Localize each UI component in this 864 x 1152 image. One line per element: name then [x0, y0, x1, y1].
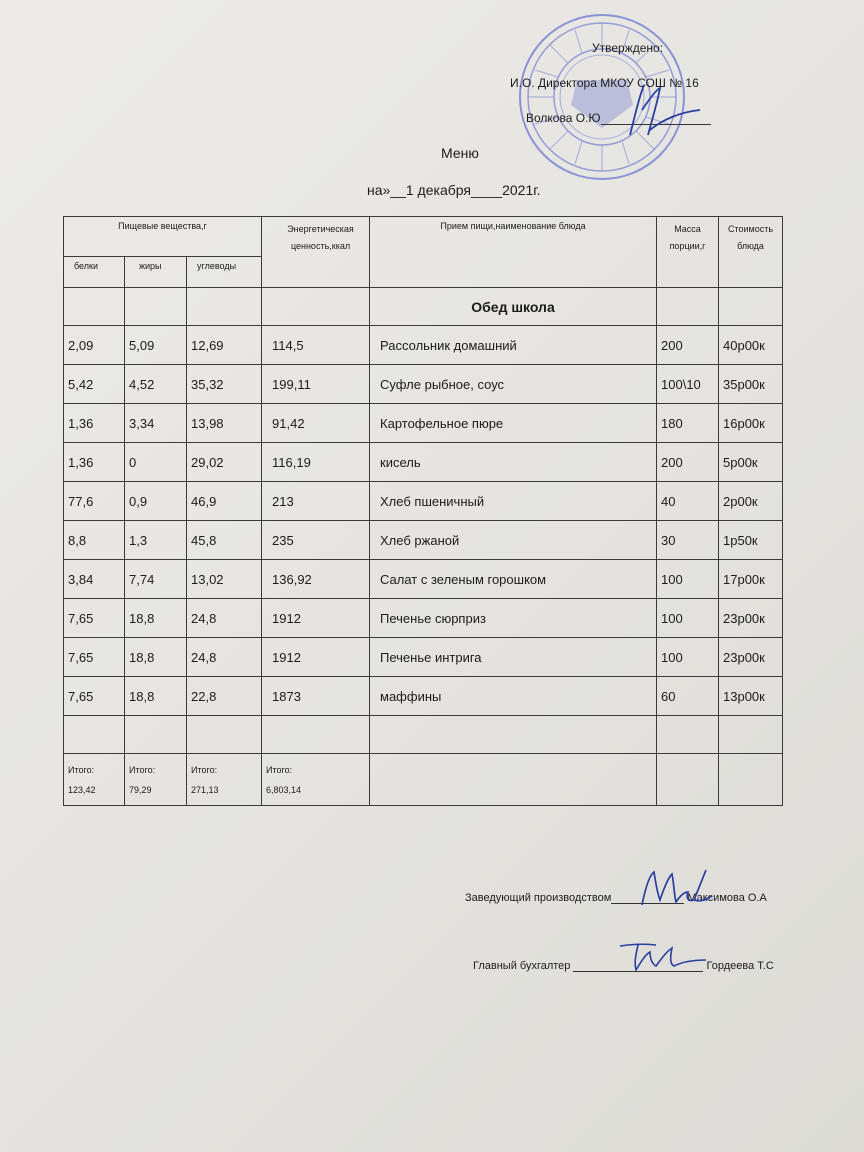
cell-protein: 7,65	[64, 599, 125, 638]
cell-energy: 114,5	[262, 326, 370, 365]
cell-dish-name: Салат с зеленым горошком	[370, 560, 657, 599]
cell-energy: 1912	[262, 638, 370, 677]
cell-protein: 7,65	[64, 638, 125, 677]
cell-dish-name: кисель	[370, 443, 657, 482]
total-carbs: Итого: 271,13	[187, 754, 262, 806]
cell-protein: 5,42	[64, 365, 125, 404]
cell-energy: 136,92	[262, 560, 370, 599]
energy-header: Энергетическая ценность,ккал	[262, 217, 370, 288]
cell-carbs: 12,69	[187, 326, 262, 365]
cell-dish-name: Суфле рыбное, соус	[370, 365, 657, 404]
cell-mass: 30	[657, 521, 719, 560]
cell-fat: 5,09	[125, 326, 187, 365]
cell-fat: 3,34	[125, 404, 187, 443]
cell-cost: 1р50к	[719, 521, 783, 560]
section-row	[64, 288, 783, 326]
cell-carbs: 45,8	[187, 521, 262, 560]
cell-carbs: 29,02	[187, 443, 262, 482]
total-protein: Итого: 123,42	[64, 754, 125, 806]
menu-row	[64, 482, 783, 521]
cell-energy: 116,19	[262, 443, 370, 482]
cell-carbs: 24,8	[187, 599, 262, 638]
cell-cost: 13р00к	[719, 677, 783, 716]
cell-fat: 7,74	[125, 560, 187, 599]
cell-carbs: 13,98	[187, 404, 262, 443]
cell-protein: 77,6	[64, 482, 125, 521]
menu-table	[63, 216, 783, 806]
carbs-header: углеводы	[187, 257, 262, 288]
cell-dish-name: Печенье сюрприз	[370, 599, 657, 638]
cell-fat: 1,3	[125, 521, 187, 560]
mass-header: Масса порции,г	[657, 217, 719, 288]
cell-cost: 40р00к	[719, 326, 783, 365]
cell-carbs: 24,8	[187, 638, 262, 677]
cell-energy: 91,42	[262, 404, 370, 443]
cell-cost: 5р00к	[719, 443, 783, 482]
cell-mass: 40	[657, 482, 719, 521]
menu-row	[64, 443, 783, 482]
cell-fat: 18,8	[125, 599, 187, 638]
cell-dish-name: маффины	[370, 677, 657, 716]
cost-header: Стоимость блюда	[719, 217, 783, 288]
cell-fat: 18,8	[125, 638, 187, 677]
cell-protein: 7,65	[64, 677, 125, 716]
cell-carbs: 46,9	[187, 482, 262, 521]
menu-row	[64, 404, 783, 443]
accountant-name: Гордеева Т.С	[706, 960, 774, 972]
fat-header: жиры	[125, 257, 187, 288]
production-signature-line	[465, 892, 767, 904]
cell-mass: 100\10	[657, 365, 719, 404]
total-energy: Итого: 6,803,14	[262, 754, 370, 806]
header-row	[64, 217, 783, 257]
cell-fat: 18,8	[125, 677, 187, 716]
cell-dish-name: Картофельное пюре	[370, 404, 657, 443]
cell-cost: 23р00к	[719, 638, 783, 677]
cell-cost: 16р00к	[719, 404, 783, 443]
empty-row	[64, 716, 783, 754]
production-role: Заведующий производством	[465, 892, 612, 904]
cell-dish-name: Хлеб пшеничный	[370, 482, 657, 521]
cell-energy: 235	[262, 521, 370, 560]
menu-row	[64, 326, 783, 365]
cell-dish-name: Рассольник домашний	[370, 326, 657, 365]
menu-row	[64, 560, 783, 599]
meal-header: Прием пищи,наименование блюда	[370, 217, 657, 288]
cell-energy: 213	[262, 482, 370, 521]
cell-energy: 1912	[262, 599, 370, 638]
cell-protein: 3,84	[64, 560, 125, 599]
cell-cost: 17р00к	[719, 560, 783, 599]
menu-row	[64, 521, 783, 560]
total-fat: Итого: 79,29	[125, 754, 187, 806]
menu-row	[64, 638, 783, 677]
cell-energy: 199,11	[262, 365, 370, 404]
accountant-role: Главный бухгалтер	[473, 960, 571, 972]
cell-energy: 1873	[262, 677, 370, 716]
cell-mass: 100	[657, 638, 719, 677]
cell-mass: 200	[657, 326, 719, 365]
cell-carbs: 22,8	[187, 677, 262, 716]
cell-mass: 100	[657, 599, 719, 638]
cell-fat: 4,52	[125, 365, 187, 404]
cell-mass: 200	[657, 443, 719, 482]
menu-row	[64, 365, 783, 404]
cell-fat: 0	[125, 443, 187, 482]
director-position: И.О. Директора МКОУ СОШ № 16	[510, 76, 699, 90]
cell-dish-name: Печенье интрига	[370, 638, 657, 677]
menu-row	[64, 677, 783, 716]
cell-mass: 60	[657, 677, 719, 716]
cell-cost: 35р00к	[719, 365, 783, 404]
nutrients-header: Пищевые вещества,г	[64, 217, 262, 257]
cell-carbs: 35,32	[187, 365, 262, 404]
production-signature	[636, 860, 716, 915]
cell-mass: 100	[657, 560, 719, 599]
cell-carbs: 13,02	[187, 560, 262, 599]
cell-cost: 23р00к	[719, 599, 783, 638]
cell-protein: 8,8	[64, 521, 125, 560]
protein-header: белки	[64, 257, 125, 288]
menu-row	[64, 599, 783, 638]
cell-dish-name: Хлеб ржаной	[370, 521, 657, 560]
cell-protein: 2,09	[64, 326, 125, 365]
cell-fat: 0,9	[125, 482, 187, 521]
production-name: Максимова О.А	[687, 892, 767, 904]
approved-label: Утверждено:	[592, 41, 664, 55]
document-title: Меню	[441, 145, 479, 161]
cell-cost: 2р00к	[719, 482, 783, 521]
cell-mass: 180	[657, 404, 719, 443]
document-date: на»__1 декабря____2021г.	[367, 182, 541, 198]
totals-row	[64, 754, 783, 806]
director-name-text: Волкова О.Ю	[526, 111, 601, 125]
cell-protein: 1,36	[64, 404, 125, 443]
director-signature	[600, 80, 710, 140]
accountant-signature	[612, 936, 712, 976]
section-title: Обед школа	[370, 288, 657, 326]
cell-protein: 1,36	[64, 443, 125, 482]
